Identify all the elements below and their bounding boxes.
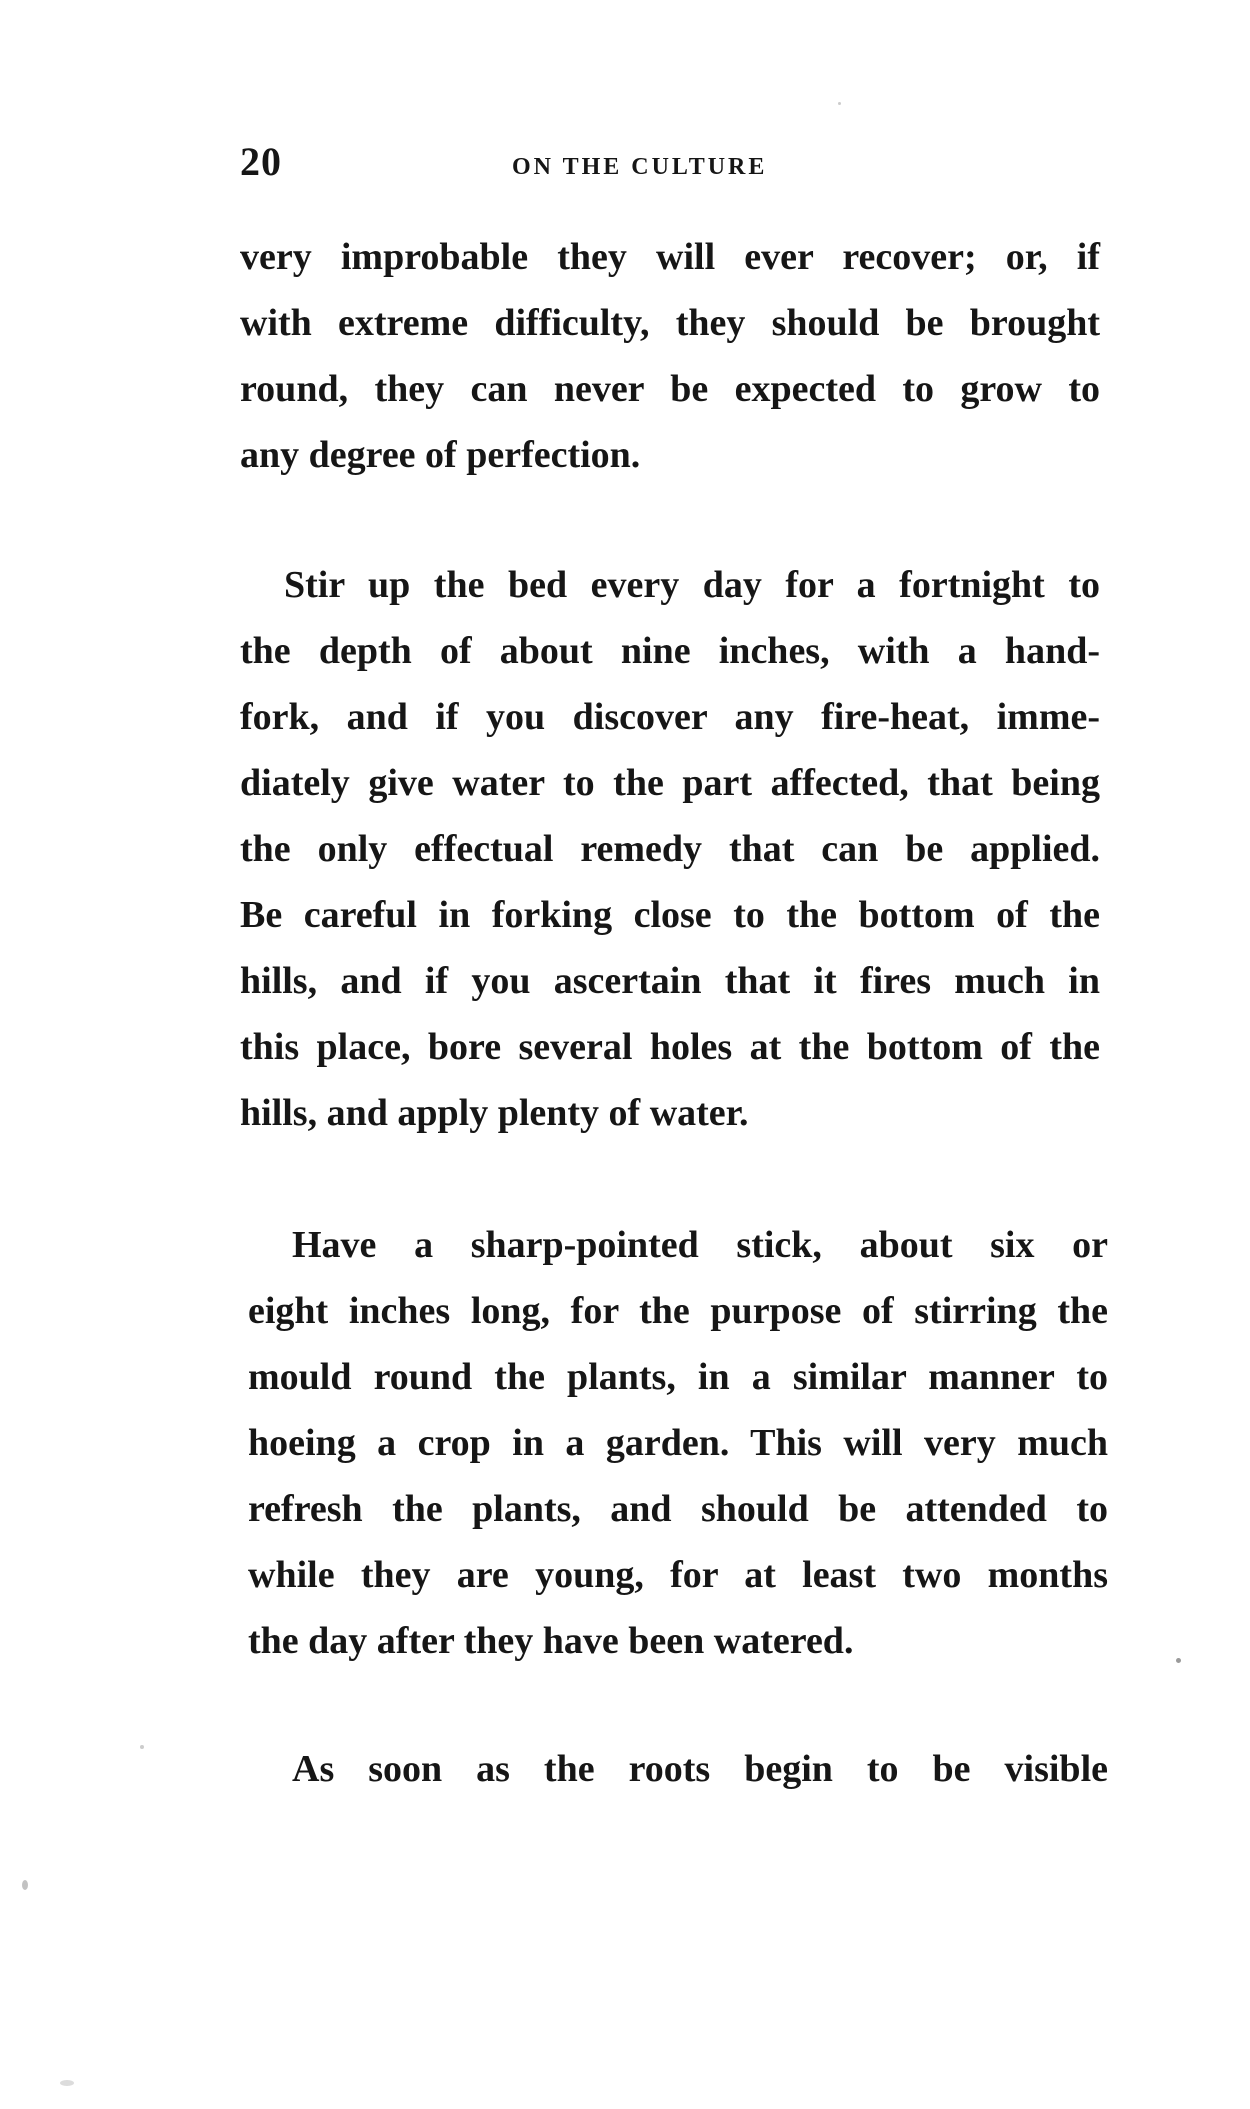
text-line: with extreme difficulty, they should be brought — [240, 302, 1100, 344]
text-line: while they are young, for at least two months — [248, 1554, 1108, 1596]
text-line: Be careful in forking close to the bottom of the — [240, 894, 1100, 936]
text-line: very improbable they will ever recover; or, if — [240, 236, 1100, 278]
page-number: 20 — [240, 139, 282, 184]
page-header — [240, 138, 1120, 198]
text-line: mould round the plants, in a similar manner to — [248, 1356, 1108, 1398]
text-line: diately give water to the part affected, that being — [240, 762, 1100, 804]
text-line: any degree of perfection. — [240, 434, 641, 476]
text-line: round, they can never be expected to grow to — [240, 368, 1100, 410]
scan-speck — [22, 1880, 28, 1890]
text-line: eight inches long, for the purpose of stirring the — [248, 1290, 1108, 1332]
text-line: hills, and apply plenty of water. — [240, 1092, 749, 1134]
text-line: the depth of about nine inches, with a hand- — [240, 630, 1100, 672]
scan-speck — [140, 1745, 144, 1749]
text-line: As soon as the roots begin to be visible — [292, 1748, 1108, 1790]
running-title: ON THE CULTURE — [512, 154, 768, 180]
scan-speck — [60, 2080, 74, 2086]
text-line: fork, and if you discover any fire-heat, imme- — [240, 696, 1100, 738]
text-line: refresh the plants, and should be attended to — [248, 1488, 1108, 1530]
scan-speck — [838, 102, 841, 105]
text-line: hills, and if you ascertain that it fires much in — [240, 960, 1100, 1002]
text-line: this place, bore several holes at the bottom of the — [240, 1026, 1100, 1068]
text-line: Stir up the bed every day for a fortnight to — [284, 564, 1100, 606]
text-line: the only effectual remedy that can be applied. — [240, 828, 1100, 870]
scan-speck — [1176, 1658, 1181, 1663]
text-line: Have a sharp-pointed stick, about six or — [292, 1224, 1108, 1266]
text-line: hoeing a crop in a garden. This will very much — [248, 1422, 1108, 1464]
text-line: the day after they have been watered. — [248, 1620, 854, 1662]
